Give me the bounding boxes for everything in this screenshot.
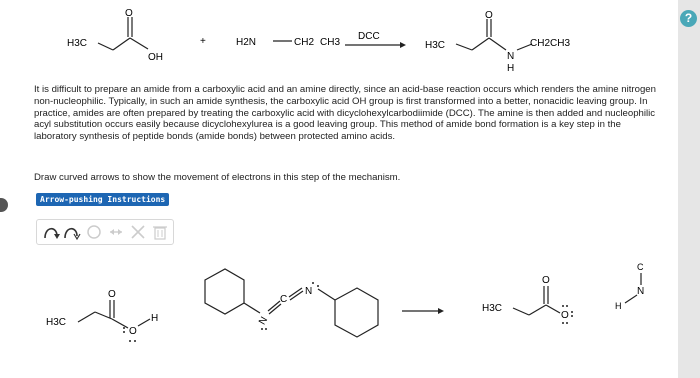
delete-x-icon[interactable] <box>127 220 149 244</box>
dcc-n1: N <box>257 315 271 327</box>
side-collapse-tab[interactable] <box>0 198 8 212</box>
reactant2-ch2: CH2 <box>294 37 315 48</box>
acid-h3c: H3C <box>46 317 67 328</box>
help-button[interactable]: ? <box>680 10 697 27</box>
product-oxygen: O <box>561 310 569 321</box>
trash-icon[interactable] <box>149 220 171 244</box>
product-h: H <box>507 63 515 74</box>
reactant1-oh: OH <box>148 52 163 63</box>
product-ch2ch3: CH2CH3 <box>530 38 571 49</box>
reactant2-ch3: CH3 <box>320 37 341 48</box>
mechanism-canvas[interactable] <box>0 245 678 378</box>
double-curved-arrow-icon[interactable] <box>61 220 83 244</box>
dcc-n2: N <box>305 286 313 297</box>
arrow-pushing-instructions-link[interactable]: Arrow-pushing Instructions <box>36 193 169 206</box>
acid-oxygen: O <box>129 326 137 337</box>
product-n: N <box>507 51 515 62</box>
acid-h: H <box>151 313 159 324</box>
double-headed-arrow-icon[interactable] <box>105 220 127 244</box>
reactant2-h2n: H2N <box>236 37 257 48</box>
product-carbonyl-o: O <box>542 275 550 286</box>
reactant1-carbonyl-o: O <box>125 8 133 19</box>
acid-carbonyl-o: O <box>108 289 116 300</box>
amine-c: C <box>637 262 644 272</box>
product-h3c: H3C <box>425 40 446 51</box>
right-side-panel <box>678 0 700 378</box>
reagent-dcc: DCC <box>358 31 380 42</box>
reactant1-h3c: H3C <box>67 38 88 49</box>
erase-circle-icon[interactable] <box>83 220 105 244</box>
instruction-text: Draw curved arrows to show the movement of electrons in this step of the mechanism. <box>34 172 401 183</box>
plus-sign: + <box>200 36 206 47</box>
description-paragraph: It is difficult to prepare an amide from a carboxylic acid and an amine directly, since an acid-base reaction occurs which renders the amine nitrogen non-nucleophilic. Typically, in such an amide synthesis, the carboxylic acid OH group is first transformed into a better, nonacidic leaving group. In practice, amides are often prepared by treating the carboxylic acid with dicyclohexylcarbodiimide (DCC). The amine is then added and nucleophilic acyl substitution occurs easily because dicyclohexylurea is a good leaving group. This method of amide bond formation is a key step in the laboratory synthesis of peptide bonds (amide bonds) between protected amino acids. <box>34 84 656 143</box>
drawing-toolbar <box>36 219 174 245</box>
product-h3c: H3C <box>482 303 503 314</box>
reaction-scheme <box>0 0 680 82</box>
product-carbonyl-o: O <box>485 10 493 21</box>
dcc-c: C <box>280 294 288 305</box>
amine-h: H <box>615 301 622 311</box>
amine-n: N <box>637 286 645 297</box>
single-curved-arrow-icon[interactable] <box>41 220 63 244</box>
